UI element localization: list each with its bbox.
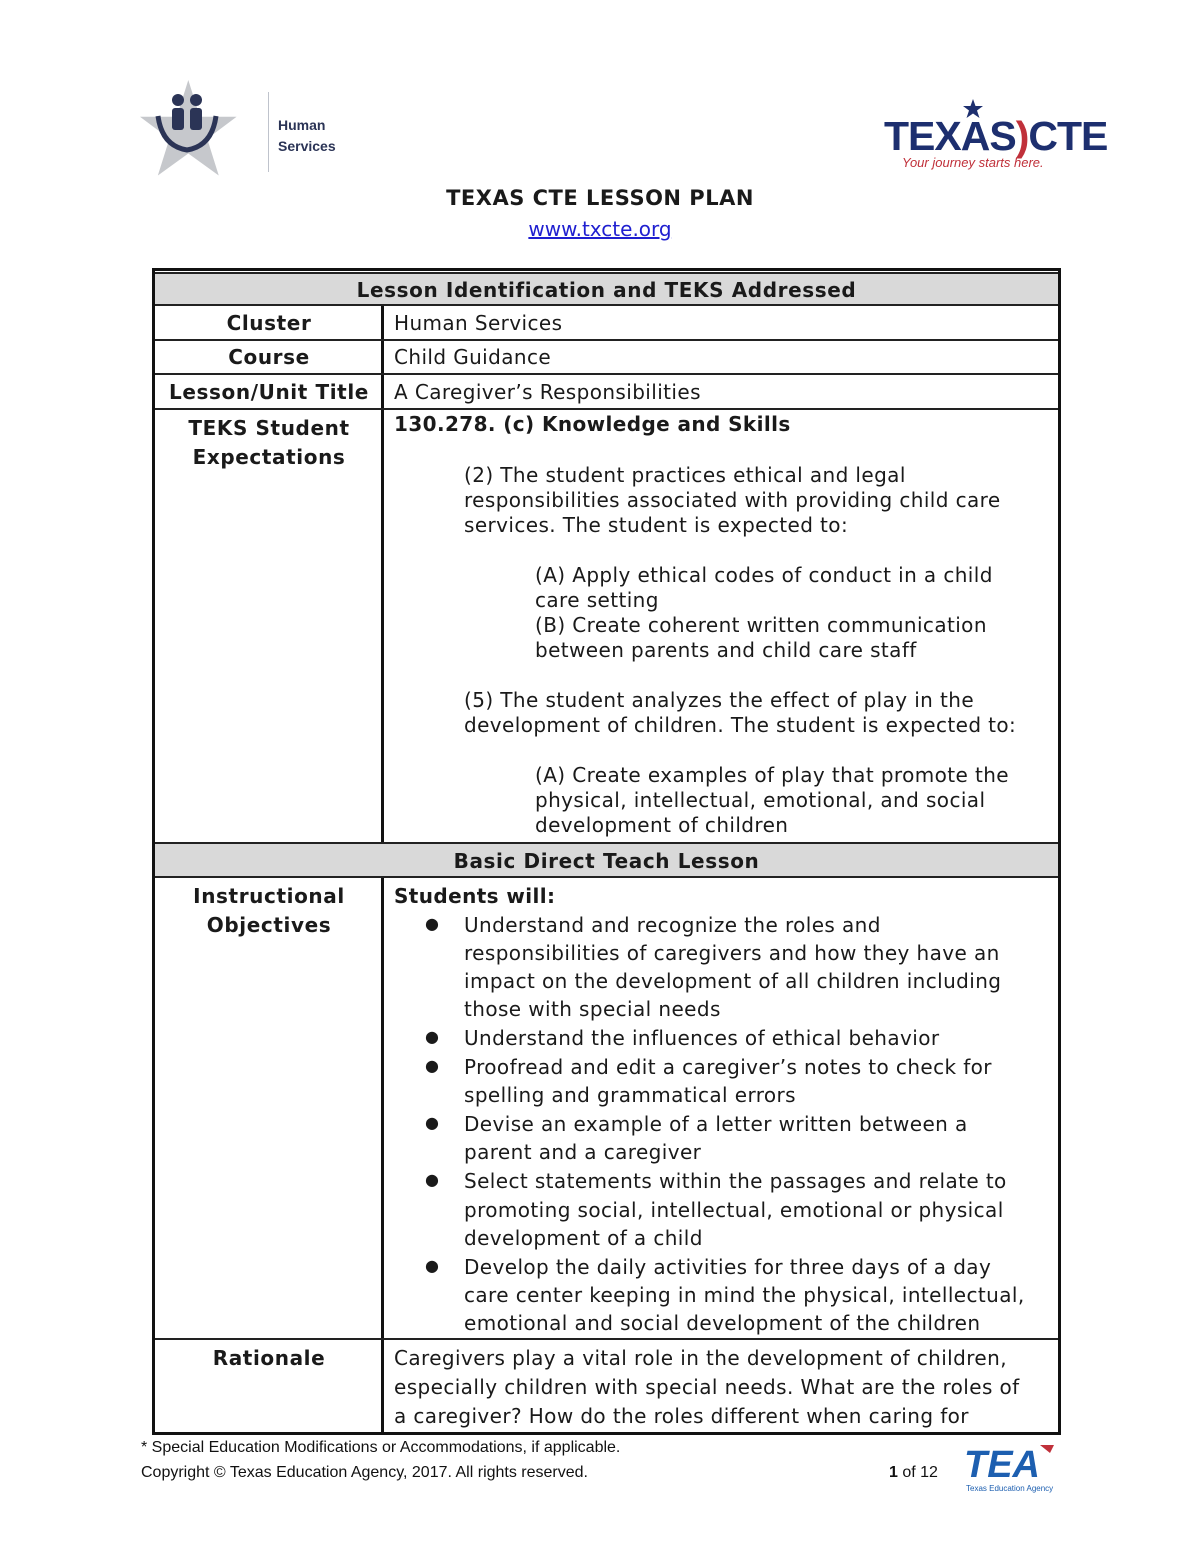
teks-label-line: Expectations — [192, 445, 346, 469]
rationale-line: especially children with special needs. What are the roles of — [394, 1375, 1020, 1399]
teks-line: physical, intellectual, emotional, and social — [535, 788, 986, 812]
website-link[interactable]: www.txcte.org — [528, 217, 672, 241]
tea-logo — [962, 1443, 1066, 1495]
bullet-icon: ● — [425, 1056, 439, 1075]
objectives-label-line: Instructional — [193, 884, 345, 908]
objective-line: Select statements within the passages and relate to — [464, 1169, 1007, 1193]
logo-word-1: Human — [278, 117, 326, 133]
teks-line: development of children. The student is expected to: — [464, 713, 1017, 737]
teks-line: development of children — [535, 813, 789, 837]
bullet-icon: ● — [425, 914, 439, 933]
objective-line: Devise an example of a letter written between a — [464, 1112, 968, 1136]
texas-cte-logo: TEXAS)CTE — [884, 113, 1108, 159]
page-title: TEXAS CTE LESSON PLAN — [446, 186, 754, 210]
row-separator — [155, 373, 1058, 375]
row-separator — [155, 1338, 1058, 1340]
rationale-line: Caregivers play a vital role in the development of children, — [394, 1346, 1007, 1370]
objective-line: those with special needs — [464, 997, 721, 1021]
teks-label — [155, 414, 383, 472]
page-number — [889, 1464, 938, 1482]
page-total: of 12 — [902, 1464, 938, 1481]
tea-logo-subtext: Texas Education Agency — [966, 1484, 1054, 1493]
page-current: 1 — [889, 1464, 898, 1481]
teks-line: care setting — [535, 588, 659, 612]
teks-line: (B) Create coherent written communication — [535, 613, 987, 637]
section-header-identification: Lesson Identification and TEKS Addressed — [155, 272, 1058, 306]
bullet-icon: ● — [425, 1027, 439, 1046]
objective-line: emotional and social development of the children — [464, 1311, 981, 1335]
teks-line: (A) Apply ethical codes of conduct in a child — [535, 563, 993, 587]
objective-line: care center keeping in mind the physical, intellectual, — [464, 1283, 1025, 1307]
teks-line: services. The student is expected to: — [464, 513, 849, 537]
course-label: Course — [228, 345, 310, 369]
cluster-value: Human Services — [394, 311, 563, 335]
bullet-icon: ● — [425, 1113, 439, 1132]
objective-line: spelling and grammatical errors — [464, 1083, 796, 1107]
logo-word-2: Services — [278, 138, 336, 154]
teks-line: (5) The student analyzes the effect of play in the — [464, 688, 975, 712]
human-services-label — [278, 115, 336, 157]
cluster-label: Cluster — [226, 311, 312, 335]
teks-line: responsibilities associated with providing child care — [464, 488, 1001, 512]
teks-label-line: TEKS Student — [188, 416, 350, 440]
objective-line: responsibilities of caregivers and how they have an — [464, 941, 1000, 965]
cte-tagline: Your journey starts here. — [902, 155, 1044, 170]
course-value: Child Guidance — [394, 345, 552, 369]
objective-line: development of a child — [464, 1226, 703, 1250]
objective-line: Develop the daily activities for three days of a day — [464, 1255, 992, 1279]
lesson-title-value: A Caregiver’s Responsibilities — [394, 380, 701, 404]
objectives-label — [155, 882, 383, 940]
bullet-icon: ● — [425, 1170, 439, 1189]
cte-logo-word-2: CTE — [1028, 113, 1108, 159]
objective-line: impact on the development of all children including — [464, 969, 1002, 993]
star-icon — [963, 99, 983, 119]
objective-line: promoting social, intellectual, emotional or physical — [464, 1198, 1004, 1222]
row-separator — [155, 339, 1058, 341]
logo-divider — [268, 92, 269, 172]
copyright-text: Copyright © Texas Education Agency, 2017. All rights reserved. — [141, 1464, 588, 1481]
section-header-basic-direct-teach: Basic Direct Teach Lesson — [155, 842, 1058, 878]
row-separator — [155, 408, 1058, 410]
objective-line: parent and a caregiver — [464, 1140, 702, 1164]
lesson-title-label: Lesson/Unit Title — [169, 380, 369, 404]
objectives-heading: Students will: — [394, 884, 556, 908]
cte-logo-word-1: TEXAS — [884, 113, 1016, 159]
teks-heading: 130.278. (c) Knowledge and Skills — [394, 412, 791, 436]
rationale-label: Rationale — [212, 1346, 326, 1370]
tea-logo-text: TEA — [964, 1444, 1040, 1486]
objective-line: Proofread and edit a caregiver’s notes to check for — [464, 1055, 992, 1079]
teks-line: between parents and child care staff — [535, 638, 917, 662]
objective-line: Understand and recognize the roles and — [464, 913, 881, 937]
objectives-label-line: Objectives — [206, 913, 332, 937]
rationale-line: a caregiver? How do the roles different when caring for — [394, 1404, 969, 1428]
bullet-icon: ● — [425, 1256, 439, 1275]
objective-line: Understand the influences of ethical behavior — [464, 1026, 940, 1050]
teks-line: (2) The student practices ethical and legal — [464, 463, 906, 487]
teks-line: (A) Create examples of play that promote the — [535, 763, 1009, 787]
special-education-note: * Special Education Modifications or Accommodations, if applicable. — [141, 1439, 621, 1456]
